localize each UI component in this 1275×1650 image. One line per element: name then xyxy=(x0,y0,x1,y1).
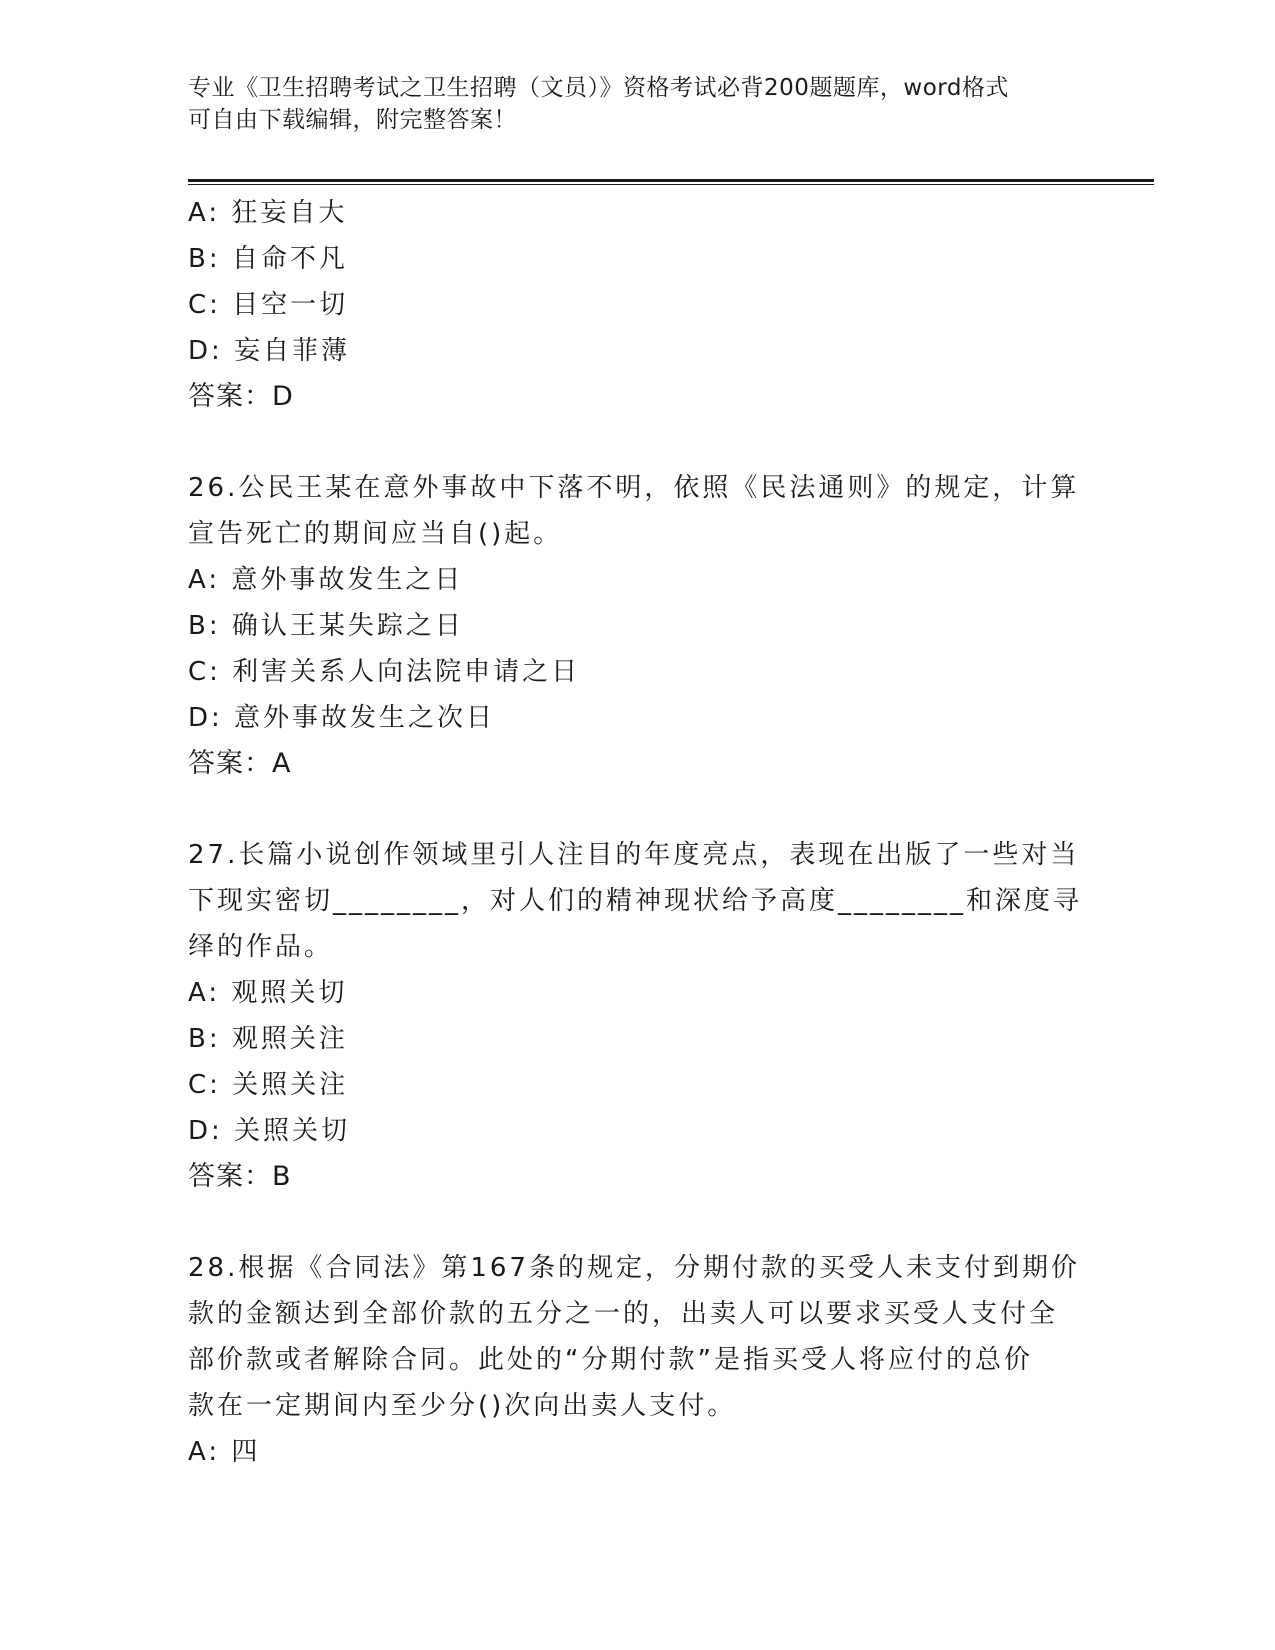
spacer xyxy=(188,1200,1088,1245)
header-rule-thick xyxy=(188,179,1154,182)
question-text-line: 27.长篇小说创作领域里引人注目的年度亮点，表现在出版了一些对当 xyxy=(188,840,1080,870)
question-26 xyxy=(188,465,1088,787)
question-list xyxy=(188,190,1088,1475)
option-c: C: 关照关注 xyxy=(188,1070,349,1100)
option-b: B: 确认王某失踪之日 xyxy=(188,611,464,641)
question-text-line: 绎的作品。 xyxy=(188,932,334,962)
spacer xyxy=(188,787,1088,832)
option-b: B: 自命不凡 xyxy=(188,244,348,274)
option-a: A: 四 xyxy=(188,1437,261,1467)
option-a: A: 观照关切 xyxy=(188,978,348,1008)
option-b: B: 观照关注 xyxy=(188,1024,348,1054)
header-line-2: 可自由下载编辑，附完整答案！ xyxy=(188,107,517,133)
question-27 xyxy=(188,832,1088,1200)
option-c: C: 目空一切 xyxy=(188,290,349,320)
spacer xyxy=(188,420,1088,465)
option-d: D: 妄自菲薄 xyxy=(188,336,351,366)
document-header xyxy=(188,72,1088,136)
question-text-line: 26.公民王某在意外事故中下落不明，依照《民法通则》的规定，计算 xyxy=(188,473,1080,503)
question-text-line: 28.根据《合同法》第167条的规定，分期付款的买受人未支付到期价 xyxy=(188,1253,1080,1283)
question-text-line: 款在一定期间内至少分()次向出卖人支付。 xyxy=(188,1391,737,1421)
question-text-line: 部价款或者解除合同。此处的“分期付款”是指买受人将应付的总价 xyxy=(188,1345,1033,1375)
option-a: A: 狂妄自大 xyxy=(188,198,348,228)
answer: 答案：D xyxy=(188,381,294,412)
option-a: A: 意外事故发生之日 xyxy=(188,565,464,595)
option-c: C: 利害关系人向法院申请之日 xyxy=(188,657,581,687)
question-text-line: 宣告死亡的期间应当自()起。 xyxy=(188,519,563,549)
header-rule-thin xyxy=(188,184,1154,185)
option-d: D: 意外事故发生之次日 xyxy=(188,703,496,733)
answer: 答案：B xyxy=(188,1161,292,1192)
question-text-line: 款的金额达到全部价款的五分之一的，出卖人可以要求买受人支付全 xyxy=(188,1299,1059,1329)
answer: 答案：A xyxy=(188,748,292,779)
question-28 xyxy=(188,1245,1088,1475)
question-25 xyxy=(188,190,1088,420)
header-line-1: 专业《卫生招聘考试之卫生招聘（文员）》资格考试必背200题题库，word格式 xyxy=(188,75,1009,101)
question-text-line: 下现实密切________，对人们的精神现状给予高度________和深度寻 xyxy=(188,886,1083,916)
option-d: D: 关照关切 xyxy=(188,1116,351,1146)
